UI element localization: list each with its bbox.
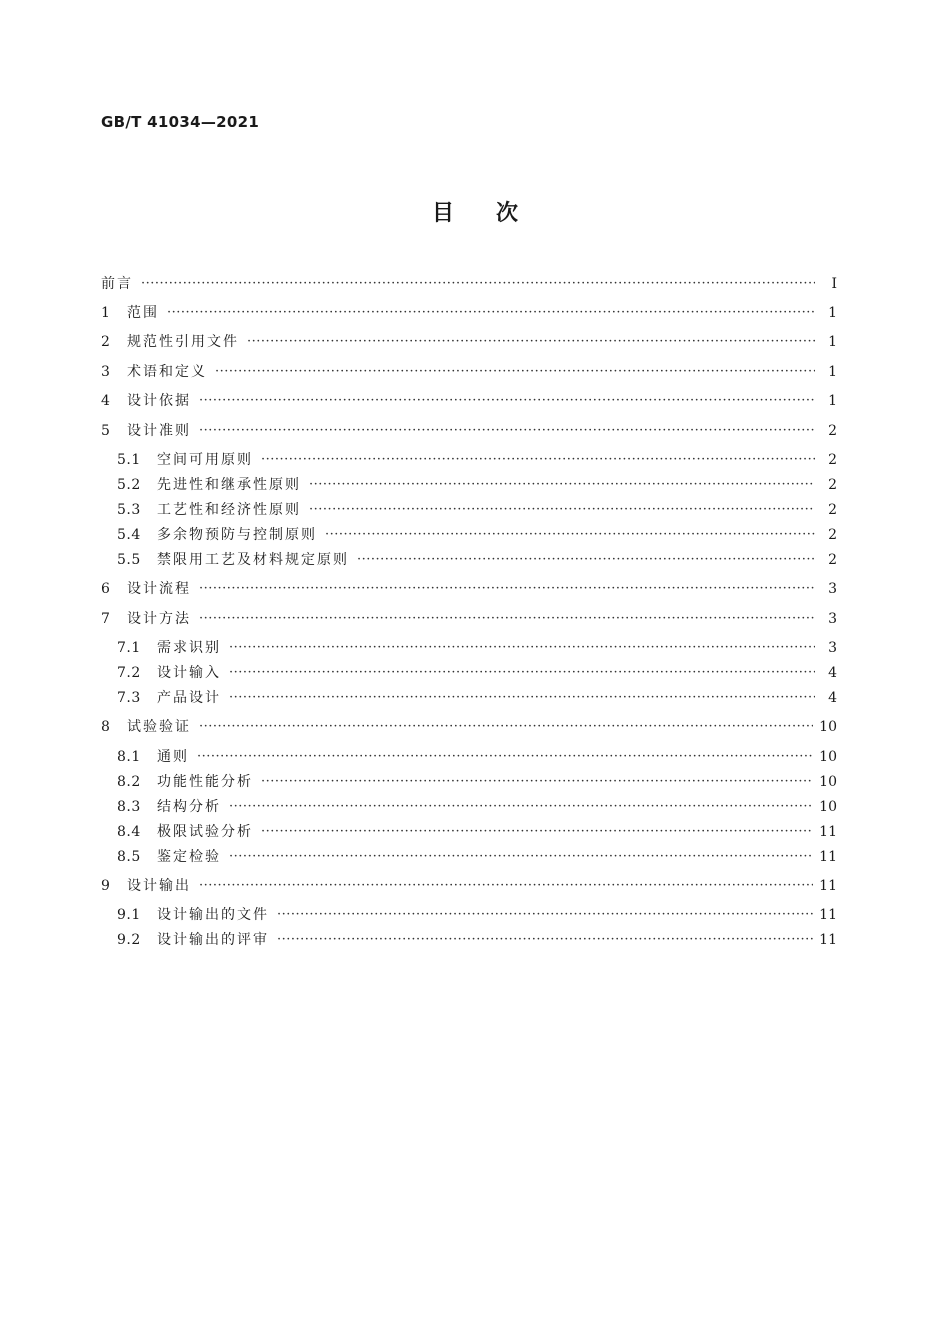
toc-leader-dots (199, 419, 815, 443)
toc-entry-number: 7.2 (117, 665, 141, 681)
toc-entry-page: 1 (828, 334, 837, 350)
toc-entry-page: 1 (828, 364, 837, 380)
toc-entry-number: 5 (101, 423, 111, 439)
toc-entry-number: 4 (101, 393, 111, 409)
toc-entry[interactable] (101, 272, 837, 296)
toc-entry-page: 3 (828, 640, 837, 656)
toc-entry-label: 术语和定义 (127, 364, 207, 380)
toc-entry-page: 10 (819, 719, 837, 735)
toc-entry[interactable] (101, 389, 837, 413)
toc-entry-number: 9.1 (117, 907, 141, 923)
toc-entry-number: 5.3 (117, 502, 141, 518)
toc-entry-page: 1 (828, 393, 837, 409)
toc-leader-dots (261, 448, 815, 472)
toc-entry-label: 产品设计 (157, 690, 221, 706)
toc-entry-page: 2 (828, 527, 837, 543)
toc-entry-label: 试验验证 (127, 719, 191, 735)
toc-entry-number: 5.5 (117, 552, 141, 568)
toc-entry-number: 8.2 (117, 774, 141, 790)
toc-leader-dots (309, 473, 815, 497)
toc-leader-dots (215, 360, 815, 384)
toc-entry-label: 先进性和继承性原则 (157, 477, 301, 493)
toc-entry[interactable] (117, 473, 837, 497)
toc-leader-dots (309, 498, 815, 522)
toc-entry-number: 7.3 (117, 690, 141, 706)
toc-entry[interactable] (117, 928, 837, 952)
toc-entry-number: 5.2 (117, 477, 141, 493)
toc-entry[interactable] (101, 419, 837, 443)
toc-entry-number: 3 (101, 364, 111, 380)
toc-entry[interactable] (117, 636, 837, 660)
toc-entry-number: 1 (101, 305, 111, 321)
toc-entry[interactable] (101, 715, 837, 739)
toc-entry[interactable] (101, 301, 837, 325)
toc-leader-dots (141, 272, 815, 296)
toc-leader-dots (199, 607, 815, 631)
toc-entry-page: 2 (828, 502, 837, 518)
toc-entry-page: 4 (828, 690, 837, 706)
toc-leader-dots (199, 715, 813, 739)
toc-entry-page: 10 (819, 749, 837, 765)
toc-entry-label: 设计流程 (127, 581, 191, 597)
toc-entry-number: 5.4 (117, 527, 141, 543)
toc-entry-number: 9.2 (117, 932, 141, 948)
toc-leader-dots (261, 820, 813, 844)
toc-entry[interactable] (117, 548, 837, 572)
toc-entry-page: 3 (828, 611, 837, 627)
toc-entry-label: 多余物预防与控制原则 (157, 527, 317, 543)
toc-entry[interactable] (117, 661, 837, 685)
standard-code: GB/T 41034—2021 (101, 113, 260, 131)
toc-leader-dots (357, 548, 815, 572)
toc-entry-page: 2 (828, 552, 837, 568)
toc-entry-label: 结构分析 (157, 799, 221, 815)
toc-entry-page: 2 (828, 477, 837, 493)
toc-entry-label: 禁限用工艺及材料规定原则 (157, 552, 349, 568)
toc-entry-number: 8 (101, 719, 111, 735)
toc-entry-page: 4 (828, 665, 837, 681)
toc-entry-number: 7 (101, 611, 111, 627)
toc-leader-dots (229, 795, 813, 819)
toc-entry-label: 极限试验分析 (157, 824, 253, 840)
toc-entry-page: 11 (819, 932, 837, 948)
toc-entry-number: 8.3 (117, 799, 141, 815)
toc-leader-dots (229, 845, 813, 869)
toc-entry-label: 功能性能分析 (157, 774, 253, 790)
toc-leader-dots (199, 389, 815, 413)
toc-leader-dots (229, 636, 815, 660)
toc-entry-number: 2 (101, 334, 111, 350)
toc-entry-page: 2 (828, 452, 837, 468)
toc-entry-label: 前言 (101, 276, 133, 292)
toc-entry-number: 8.4 (117, 824, 141, 840)
toc-entry-page: 11 (819, 824, 837, 840)
toc-entry[interactable] (117, 903, 837, 927)
toc-leader-dots (277, 928, 813, 952)
toc-entry[interactable] (117, 770, 837, 794)
toc-leader-dots (261, 770, 813, 794)
toc-entry-label: 设计准则 (127, 423, 191, 439)
toc-entry-label: 设计输出 (127, 878, 191, 894)
toc-entry-page: Ⅰ (831, 276, 837, 292)
toc-entry-page: 10 (819, 774, 837, 790)
toc-entry-label: 范围 (127, 305, 159, 321)
toc-entry-number: 9 (101, 878, 111, 894)
toc-leader-dots (167, 301, 815, 325)
toc-entry-label: 规范性引用文件 (127, 334, 239, 350)
toc-entry-label: 设计输入 (157, 665, 221, 681)
toc-entry[interactable] (117, 795, 837, 819)
toc-leader-dots (197, 745, 813, 769)
toc-entry-label: 鉴定检验 (157, 849, 221, 865)
toc-entry[interactable] (117, 820, 837, 844)
toc-leader-dots (199, 577, 815, 601)
toc-entry[interactable] (117, 745, 837, 769)
toc-entry-label: 工艺性和经济性原则 (157, 502, 301, 518)
toc-entry-label: 设计输出的文件 (157, 907, 269, 923)
toc-entry-page: 11 (819, 907, 837, 923)
toc-entry[interactable] (117, 845, 837, 869)
toc-entry-page: 11 (819, 849, 837, 865)
toc-leader-dots (229, 686, 815, 710)
toc-leader-dots (247, 330, 815, 354)
toc-entry-page: 11 (819, 878, 837, 894)
toc-leader-dots (325, 523, 815, 547)
toc-entry[interactable] (117, 523, 837, 547)
toc-entry[interactable] (101, 360, 837, 384)
toc-entry-label: 空间可用原则 (157, 452, 253, 468)
page-title: 目次 (431, 201, 560, 226)
toc-entry[interactable] (101, 874, 837, 898)
toc-entry-number: 8.1 (117, 749, 141, 765)
toc-entry-label: 需求识别 (157, 640, 221, 656)
toc-entry-label: 设计方法 (127, 611, 191, 627)
toc-leader-dots (277, 903, 813, 927)
toc-entry-page: 1 (828, 305, 837, 321)
toc-entry-label: 设计输出的评审 (157, 932, 269, 948)
toc-entry-number: 8.5 (117, 849, 141, 865)
toc-entry[interactable] (117, 498, 837, 522)
toc-entry-page: 10 (819, 799, 837, 815)
toc-leader-dots (199, 874, 813, 898)
toc-entry[interactable] (101, 330, 837, 354)
toc-entry-number: 7.1 (117, 640, 141, 656)
toc-entry-number: 5.1 (117, 452, 141, 468)
toc-entry-label: 通则 (157, 749, 189, 765)
toc-entry[interactable] (101, 577, 837, 601)
toc-entry-page: 2 (828, 423, 837, 439)
toc-entry-label: 设计依据 (127, 393, 191, 409)
toc-entry-number: 6 (101, 581, 111, 597)
toc-entry[interactable] (101, 607, 837, 631)
toc-entry-page: 3 (828, 581, 837, 597)
toc-entry[interactable] (117, 686, 837, 710)
toc-leader-dots (229, 661, 815, 685)
toc-entry[interactable] (117, 448, 837, 472)
